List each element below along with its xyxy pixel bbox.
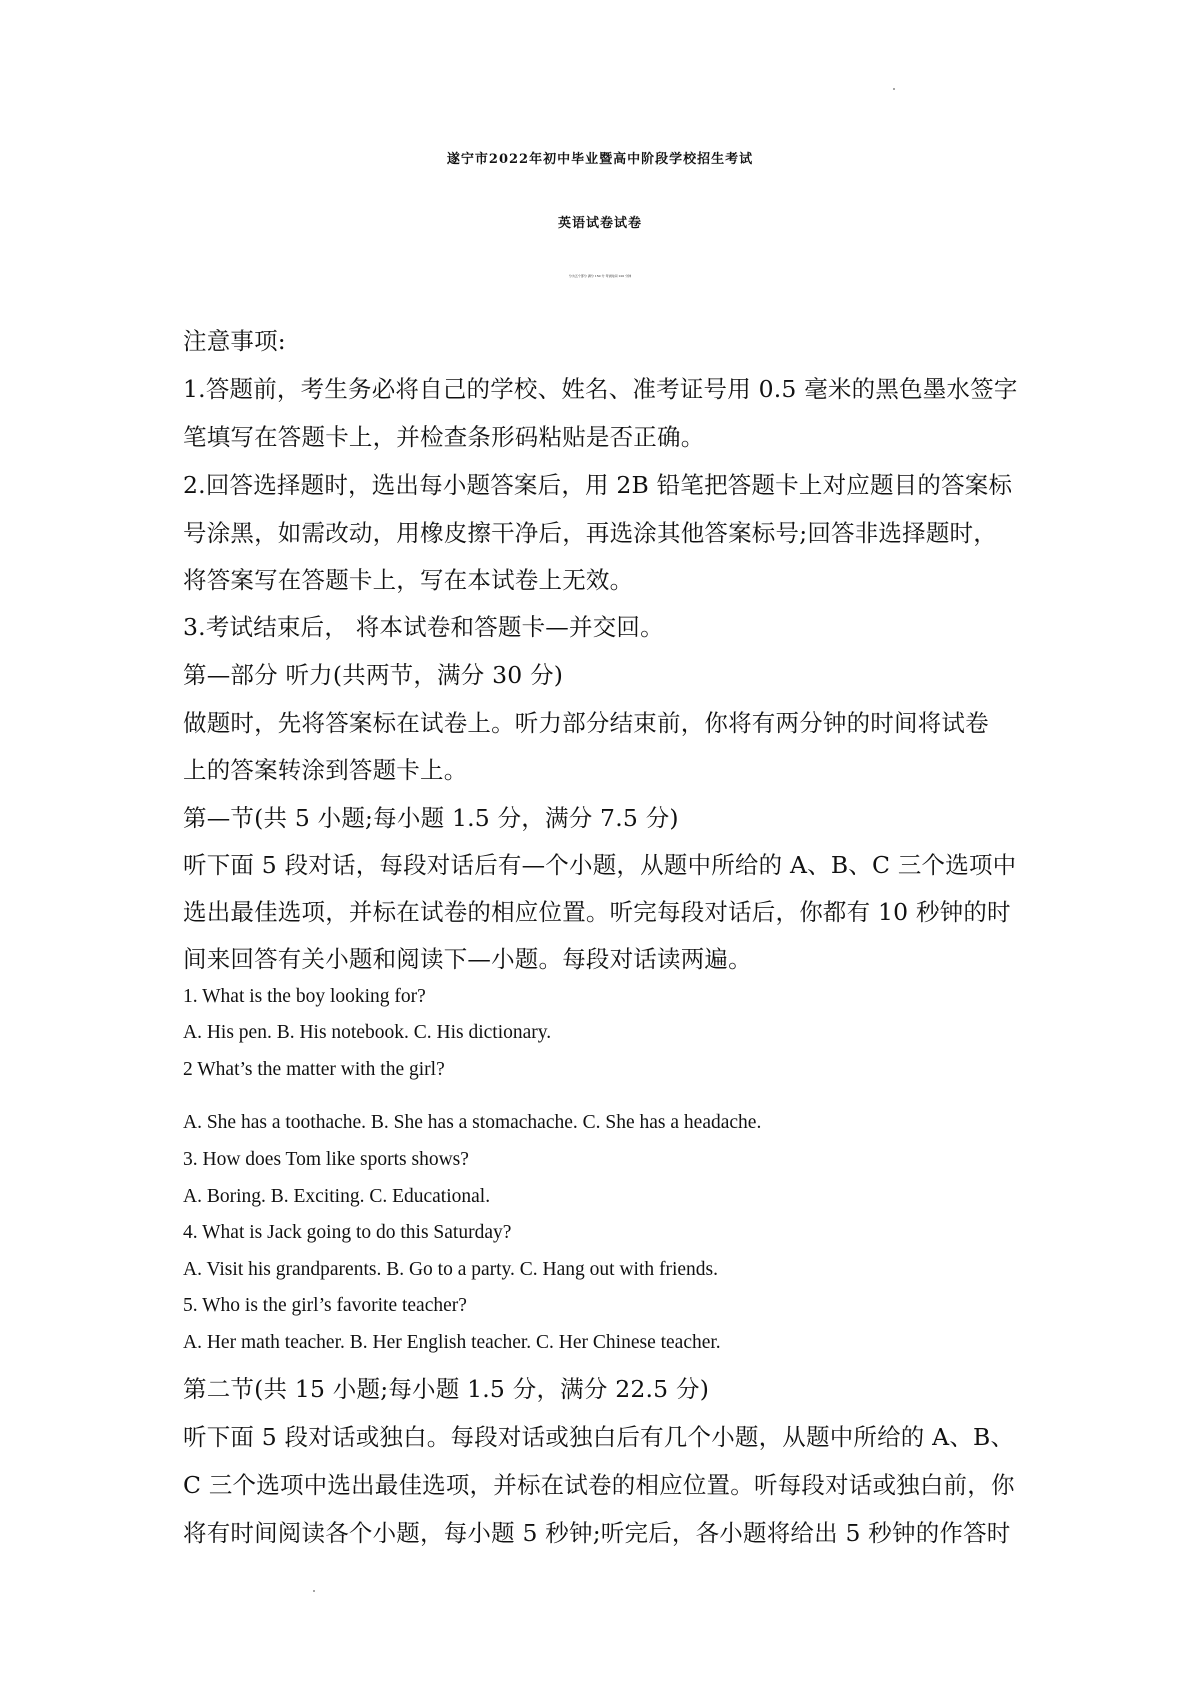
notice-heading: 注意事项: xyxy=(183,327,286,355)
question-text: 3. How does Tom like sports shows? xyxy=(183,1149,469,1170)
notice-line: 2.回答选择题时，选出每小题答案后，用 2B 铅笔把答题卡上对应题目的答案标 xyxy=(183,471,1013,499)
question-text: 1. What is the boy looking for? xyxy=(183,986,426,1007)
exam-info: 分为五个部分 满分 150 分 考试时间 120 分钟 xyxy=(568,274,632,278)
part1-intro-line: 上的答案转涂到答题卡上。 xyxy=(183,756,468,784)
question-options: A. Visit his grandparents. B. Go to a party. C. Hang out with friends. xyxy=(183,1259,719,1280)
section1-intro-line: 选出最佳选项，并标在试卷的相应位置。听完每段对话后，你都有 10 秒钟的时 xyxy=(183,898,1011,926)
part1-heading: 第—部分 听力(共两节，满分 30 分) xyxy=(183,661,564,689)
question-options: A. His pen. B. His notebook. C. His dictionary. xyxy=(183,1022,552,1043)
section2-intro-line: 将有时间阅读各个小题，每小题 5 秒钟;听完后，各小题将给出 5 秒钟的作答时 xyxy=(183,1519,1011,1547)
scan-speck xyxy=(893,88,895,90)
section2-heading: 第二节(共 15 小题;每小题 1.5 分，满分 22.5 分) xyxy=(183,1375,710,1403)
part1-intro-line: 做题时，先将答案标在试卷上。听力部分结束前，你将有两分钟的时间将试卷 xyxy=(183,709,989,737)
exam-subtitle: 英语试卷试卷 xyxy=(557,216,642,231)
notice-line: 号涂黑，如需改动，用橡皮擦干净后，再选涂其他答案标号;回答非选择题时， xyxy=(183,519,997,547)
exam-title: 遂宁市2022年初中毕业暨高中阶段学校招生考试 xyxy=(446,152,754,167)
scan-speck xyxy=(313,1590,315,1592)
section2-intro-line: 听下面 5 段对话或独白。每段对话或独白后有几个小题，从题中所给的 A、B、 xyxy=(183,1423,1015,1451)
question-options: A. Boring. B. Exciting. C. Educational. xyxy=(183,1186,491,1207)
section1-heading: 第—节(共 5 小题;每小题 1.5 分，满分 7.5 分) xyxy=(183,804,679,832)
section2-intro-line: C 三个选项中选出最佳选项，并标在试卷的相应位置。听每段对话或独白前，你 xyxy=(183,1471,1015,1499)
section1-intro-line: 听下面 5 段对话，每段对话后有—个小题，从题中所给的 A、B、C 三个选项中 xyxy=(183,851,1017,879)
question-options: A. Her math teacher. B. Her English teacher. C. Her Chinese teacher. xyxy=(183,1332,721,1353)
question-options: A. She has a toothache. B. She has a stomachache. C. She has a headache. xyxy=(183,1112,762,1133)
question-text: 4. What is Jack going to do this Saturday? xyxy=(183,1222,512,1243)
notice-line: 笔填写在答题卡上，并检查条形码粘贴是否正确。 xyxy=(183,423,705,451)
notice-line: 将答案写在答题卡上，写在本试卷上无效。 xyxy=(183,566,634,594)
section1-intro-line: 间来回答有关小题和阅读下—小题。每段对话读两遍。 xyxy=(183,945,752,973)
notice-line: 3.考试结束后， 将本试卷和答题卡—并交回。 xyxy=(183,613,664,641)
question-text: 5. Who is the girl’s favorite teacher? xyxy=(183,1295,467,1316)
question-text: 2 What’s the matter with the girl? xyxy=(183,1059,445,1080)
notice-line: 1.答题前，考生务必将自己的学校、姓名、准考证号用 0.5 毫米的黑色墨水签字 xyxy=(183,375,1018,403)
